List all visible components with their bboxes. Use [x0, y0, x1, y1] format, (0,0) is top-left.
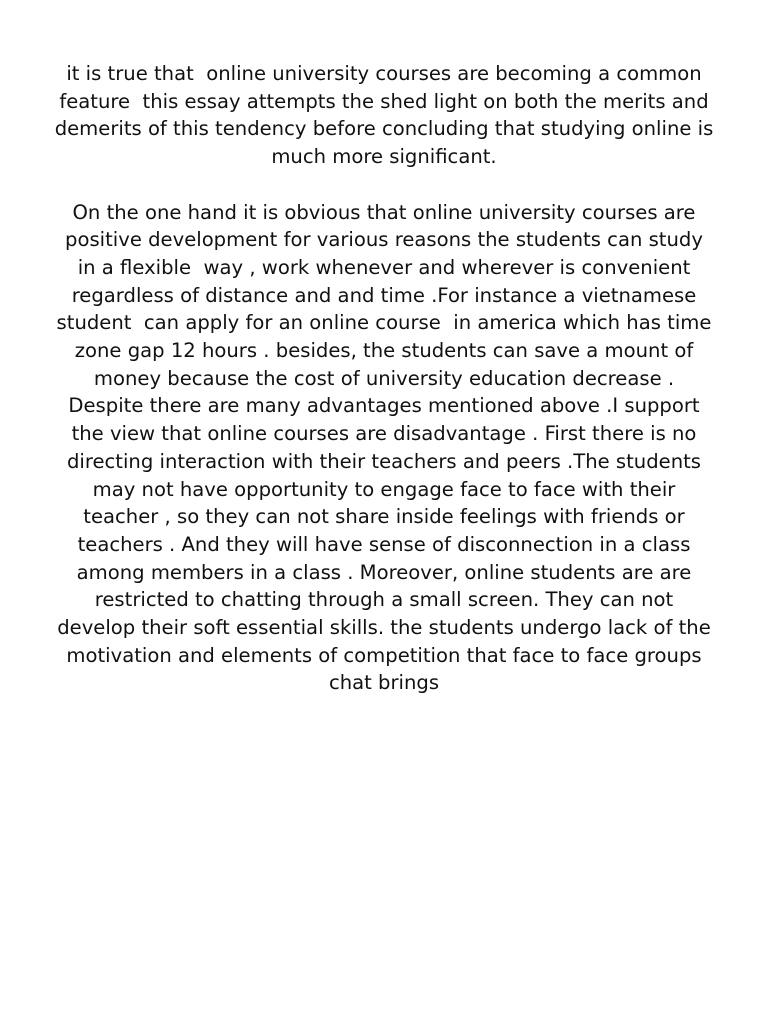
intro-line: feature this essay attempts the shed light on both the merits and — [59, 89, 709, 113]
body-line: chat brings — [328, 671, 440, 695]
body-line: On the one hand it is obvious that online university courses are — [72, 200, 696, 224]
body-line: teachers . And they will have sense of disconnection in a class — [77, 532, 691, 556]
body-line: student can apply for an online course in america which has time — [56, 311, 712, 335]
body-line: in a flexible way , work whenever and wherever is convenient — [77, 255, 691, 279]
body-line: regardless of distance and and time .For instance a vietnamese — [71, 283, 697, 307]
body-line: the view that online courses are disadvantage . First there is no — [71, 422, 697, 446]
intro-line: much more significant. — [271, 145, 497, 169]
body-line: restricted to chatting through a small screen. They can not — [94, 588, 674, 612]
intro-line: demerits of this tendency before concluding that studying online is — [54, 117, 714, 141]
body-line: Despite there are many advantages mentioned above .I support — [68, 394, 700, 418]
body-line: motivation and elements of competition that face to face groups — [66, 643, 702, 667]
body-paragraph — [0, 199, 768, 698]
body-line: develop their soft essential skills. the students undergo lack of the — [57, 616, 711, 640]
body-line: directing interaction with their teachers and peers .The students — [66, 449, 702, 473]
body-line: may not have opportunity to engage face to face with their — [92, 477, 676, 501]
paragraph-separator — [0, 171, 768, 199]
body-line: among members in a class . Moreover, online students are are — [76, 560, 692, 584]
body-line: zone gap 12 hours . besides, the students can save a mount of — [74, 339, 694, 363]
body-line: positive development for various reasons the students can study — [65, 228, 703, 252]
body-line: money because the cost of university education decrease . — [93, 366, 675, 390]
document-page — [0, 60, 768, 697]
intro-paragraph — [0, 60, 768, 171]
body-line: teacher , so they can not share inside feelings with friends or — [83, 505, 685, 529]
intro-line: it is true that online university courses are becoming a common — [66, 62, 702, 85]
